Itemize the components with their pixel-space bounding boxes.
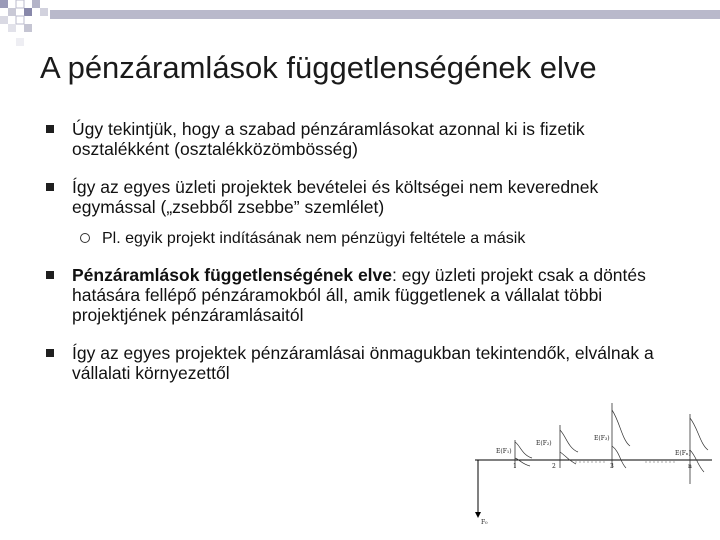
diagram-label: F₀ (481, 519, 488, 526)
bullet-text: Így az egyes projektek pénzáramlásai önmagukban tekintendők, elválnak a vállalati környezettől (72, 343, 654, 383)
square-bullet-icon (46, 271, 54, 279)
bullet-item (44, 119, 684, 159)
slide-title: A pénzáramlások függetlenségének elve (40, 50, 597, 85)
bullet-item (44, 265, 684, 325)
distribution-curve (612, 410, 630, 468)
diagram-label: E(F₃) (594, 435, 610, 442)
diagram-label: E(Fₙ) (675, 450, 691, 457)
corner-decoration (0, 0, 720, 50)
distribution-curve (690, 418, 708, 472)
diagram-label: E(F₂) (536, 440, 552, 447)
arrow-head-icon (475, 512, 481, 518)
cash-flow-diagram (470, 400, 715, 535)
square-bullet-icon (46, 125, 54, 133)
diagram-label: 2 (552, 463, 556, 470)
sub-bullet-text: Pl. egyik projekt indításának nem pénzügyi feltétele a másik (102, 230, 526, 247)
bullet-list (44, 119, 684, 401)
bullet-text: Úgy tekintjük, hogy a szabad pénzáramlásokat azonnal ki is fizetik osztalékként (osztalékközömbösség) (72, 119, 585, 159)
bullet-term: Pénzáramlások függetlenségének elve (72, 265, 392, 285)
distribution-curve (560, 430, 578, 464)
bullet-item (44, 343, 684, 383)
diagram-label: 3 (610, 463, 614, 470)
distribution-curve (515, 442, 532, 466)
diagram-label: E(F₁) (496, 448, 512, 455)
circle-bullet-icon (80, 233, 90, 243)
diagram-label: n (688, 463, 692, 470)
bullet-text: : egy üzleti projekt csak a döntés hatására fellépő pénzáramokból áll, amik függetlenek a vállalat többi projektjének pénzáramlásaitól (72, 265, 646, 325)
square-bullet-icon (46, 349, 54, 357)
square-bullet-icon (46, 183, 54, 191)
sub-bullet-item (44, 229, 684, 249)
bullet-item (44, 177, 684, 217)
diagram-label: 1 (513, 463, 517, 470)
bullet-text: Így az egyes üzleti projektek bevételei és költségei nem keverednek egymással („zsebből zsebbe” szemlélet) (72, 177, 599, 217)
